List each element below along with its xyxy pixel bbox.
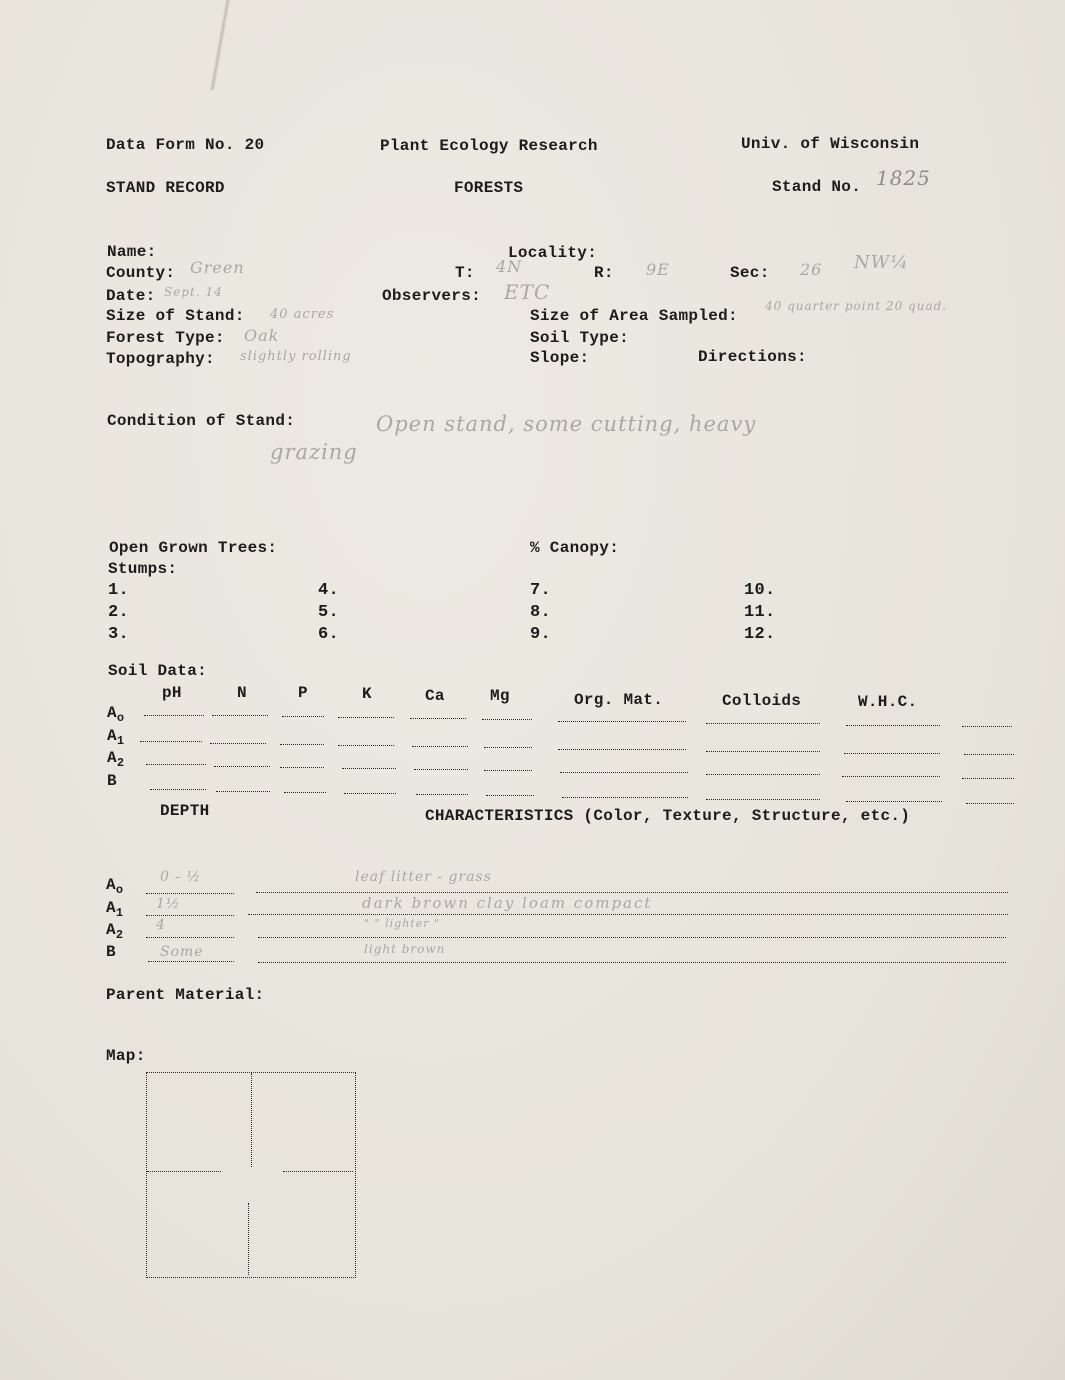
profile-row-label: $A_o$ bbox=[106, 876, 124, 897]
section-note: NW¼ bbox=[854, 252, 909, 273]
map-grid-line bbox=[147, 1171, 221, 1172]
stump-number: 3. bbox=[108, 625, 130, 644]
section-value: 26 bbox=[800, 260, 823, 279]
township-label: T: bbox=[455, 264, 475, 282]
profile-row-label: B bbox=[106, 943, 116, 961]
condition-value-line2: grazing bbox=[270, 440, 358, 464]
stump-number: 7. bbox=[530, 581, 552, 600]
stumps-label: Stumps: bbox=[108, 560, 178, 578]
characteristics-header: CHARACTERISTICS (Color, Texture, Structure, etc.) bbox=[425, 807, 911, 825]
canopy-label: % Canopy: bbox=[530, 539, 620, 557]
stand-number-value: 1825 bbox=[876, 166, 931, 190]
soil-data-label: Soil Data: bbox=[108, 662, 208, 680]
range-value: 9E bbox=[646, 260, 670, 279]
depth-value: 0 - ½ bbox=[160, 869, 202, 885]
soil-col-header: K bbox=[362, 685, 372, 703]
forest-type-label: Forest Type: bbox=[106, 329, 225, 347]
map-grid bbox=[146, 1072, 356, 1278]
soil-col-header: W.H.C. bbox=[858, 693, 918, 711]
range-label: R: bbox=[594, 264, 614, 282]
record-category: FORESTS bbox=[454, 179, 524, 197]
condition-value-line1: Open stand, some cutting, heavy bbox=[376, 412, 757, 436]
form-number: Data Form No. 20 bbox=[106, 136, 265, 154]
soil-row-label: $A_o$ bbox=[107, 704, 125, 725]
characteristics-value: leaf litter - grass bbox=[355, 869, 492, 885]
stump-number: 6. bbox=[318, 625, 340, 644]
date-value: Sept. 14 bbox=[164, 285, 223, 299]
condition-label: Condition of Stand: bbox=[107, 412, 296, 430]
soil-col-header: pH bbox=[162, 684, 182, 702]
university: Univ. of Wisconsin bbox=[741, 135, 920, 153]
soil-row-label: $A_1$ bbox=[107, 727, 125, 748]
profile-row-label: $A_2$ bbox=[106, 921, 124, 942]
parent-material-label: Parent Material: bbox=[106, 986, 265, 1004]
size-area-sampled-label: Size of Area Sampled: bbox=[530, 307, 738, 325]
depth-value: 1½ bbox=[156, 896, 181, 912]
topography-value: slightly rolling bbox=[240, 349, 352, 364]
stump-number: 2. bbox=[108, 603, 130, 622]
characteristics-value: dark brown clay loam compact bbox=[362, 894, 653, 912]
stump-number: 11. bbox=[744, 603, 776, 622]
depth-value: 4 bbox=[156, 917, 166, 933]
organization: Plant Ecology Research bbox=[380, 137, 598, 155]
observers-value: ETC bbox=[504, 280, 551, 304]
name-label: Name: bbox=[107, 243, 157, 261]
forest-type-value: Oak bbox=[244, 326, 280, 345]
soil-col-header: Ca bbox=[425, 687, 445, 705]
stump-number: 10. bbox=[744, 581, 776, 600]
profile-row-label: $A_1$ bbox=[106, 899, 124, 920]
soil-col-header: Colloids bbox=[722, 692, 802, 710]
slope-label: Slope: bbox=[530, 349, 590, 367]
soil-col-header: Org. Mat. bbox=[574, 691, 664, 709]
topography-label: Topography: bbox=[106, 350, 215, 368]
stump-number: 12. bbox=[744, 625, 776, 644]
date-label: Date: bbox=[106, 287, 156, 305]
stump-number: 5. bbox=[318, 603, 340, 622]
stump-number: 8. bbox=[530, 603, 552, 622]
depth-value: Some bbox=[160, 944, 204, 960]
size-of-stand-value: 40 acres bbox=[270, 307, 335, 322]
soil-type-label: Soil Type: bbox=[530, 329, 630, 347]
size-area-sampled-value: 40 quarter point 20 quad. bbox=[765, 299, 948, 313]
soil-row-label: $A_2$ bbox=[107, 749, 125, 770]
map-grid-line bbox=[283, 1171, 353, 1172]
section-label: Sec: bbox=[730, 264, 770, 282]
observers-label: Observers: bbox=[382, 287, 482, 305]
stump-number: 4. bbox=[318, 581, 340, 600]
depth-header: DEPTH bbox=[160, 802, 210, 820]
soil-row-label: B bbox=[107, 772, 117, 790]
characteristics-value: light brown bbox=[364, 942, 446, 956]
soil-col-header: P bbox=[298, 684, 308, 702]
township-value: 4N bbox=[496, 257, 523, 276]
soil-col-header: Mg bbox=[490, 687, 510, 705]
directions-label: Directions: bbox=[698, 348, 807, 366]
size-of-stand-label: Size of Stand: bbox=[106, 307, 245, 325]
county-label: County: bbox=[106, 264, 176, 282]
stump-number: 9. bbox=[530, 625, 552, 644]
locality-label: Locality: bbox=[508, 244, 598, 262]
soil-col-header: N bbox=[237, 684, 247, 702]
paper-fold-mark bbox=[200, 0, 240, 90]
open-grown-trees-label: Open Grown Trees: bbox=[109, 539, 278, 557]
stand-number-label: Stand No. bbox=[772, 178, 862, 196]
record-title: STAND RECORD bbox=[106, 179, 225, 197]
characteristics-value: " " lighter " bbox=[364, 917, 441, 930]
county-value: Green bbox=[190, 258, 245, 277]
map-label: Map: bbox=[106, 1047, 146, 1065]
map-grid-line bbox=[248, 1203, 249, 1275]
stump-number: 1. bbox=[108, 581, 130, 600]
map-grid-line bbox=[251, 1073, 252, 1167]
